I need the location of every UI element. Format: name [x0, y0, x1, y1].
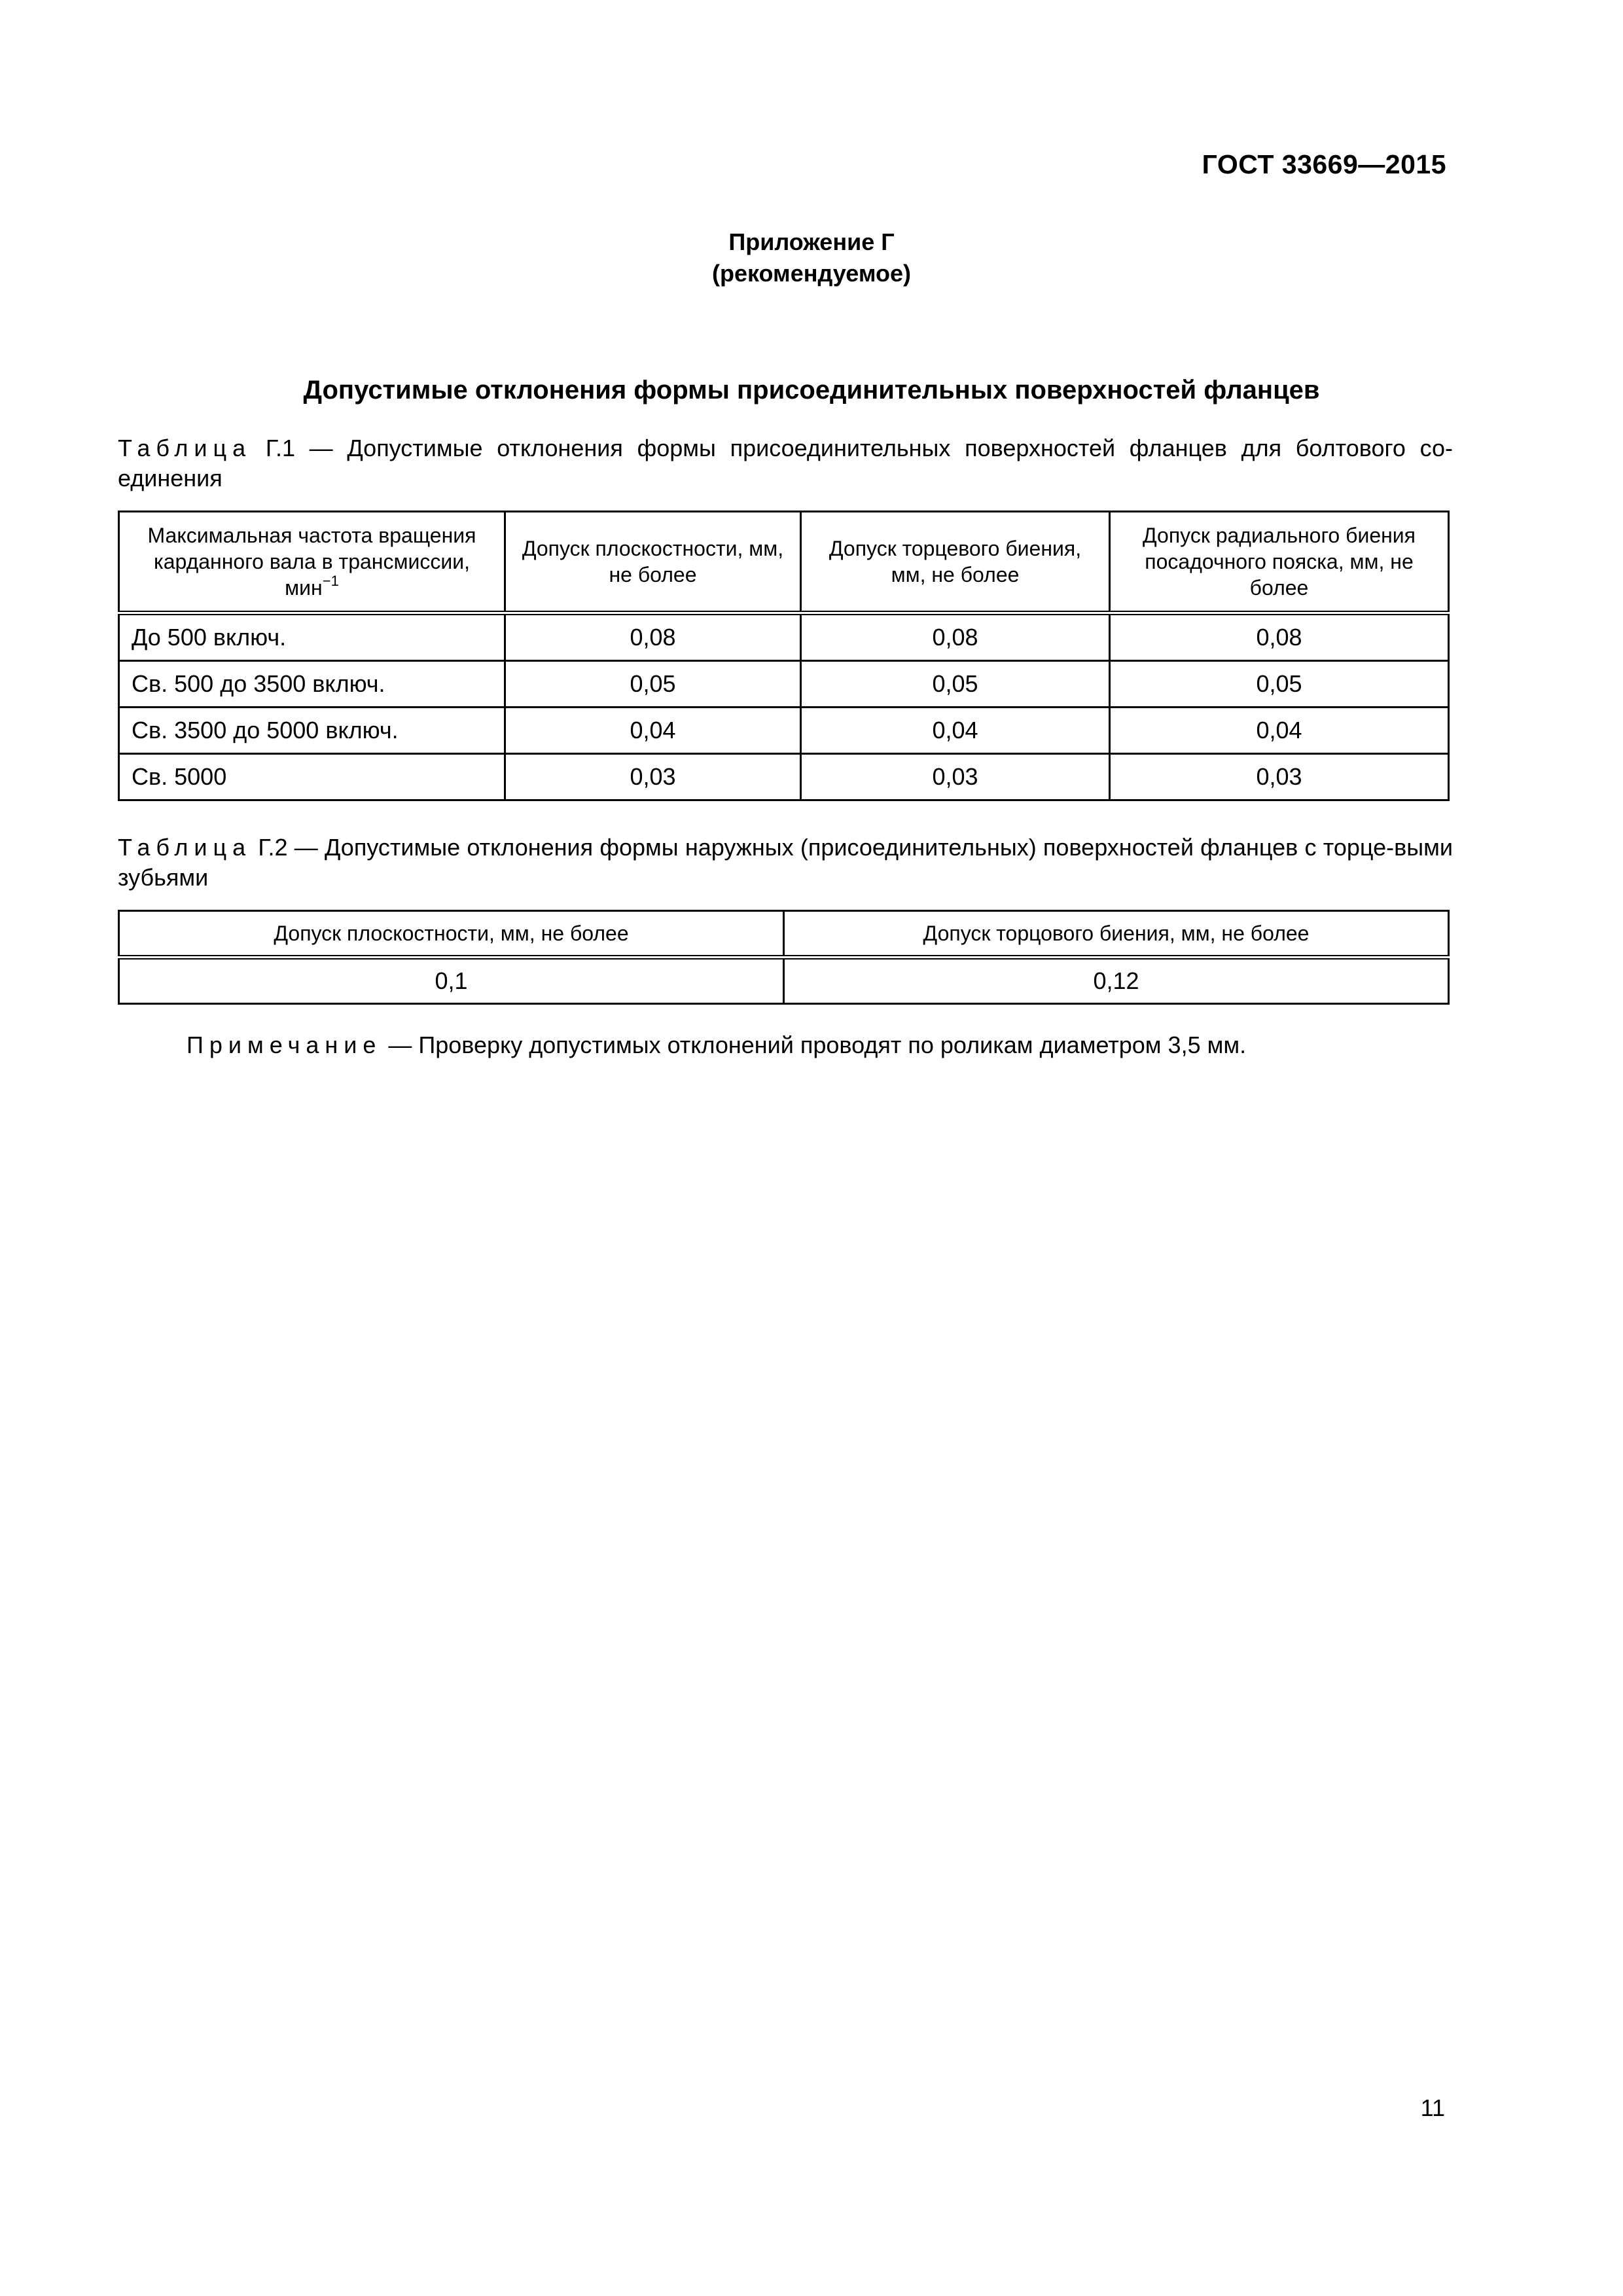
table-cell: 0,08 [1110, 613, 1449, 661]
appendix-heading [0, 226, 1623, 289]
table2-header-row [119, 911, 1449, 958]
table-cell: 0,04 [505, 708, 801, 754]
note [187, 1031, 1246, 1059]
table-cell: До 500 включ. [119, 613, 505, 661]
table-row [119, 613, 1449, 661]
table2-label: Таблица [118, 834, 252, 861]
table-cell: 0,1 [119, 958, 784, 1004]
table-row [119, 708, 1449, 754]
table-cell: 0,04 [1110, 708, 1449, 754]
table1-label: Таблица [118, 435, 252, 461]
table-cell: 0,03 [801, 754, 1110, 800]
table1-caption [118, 433, 1453, 493]
table-cell: 0,04 [801, 708, 1110, 754]
table-cell: 0,08 [801, 613, 1110, 661]
table-cell: 0,05 [505, 661, 801, 708]
appendix-subtitle: (рекомендуемое) [712, 260, 911, 287]
table-cell: 0,03 [505, 754, 801, 800]
table2 [118, 910, 1450, 1005]
appendix-title: Приложение Г [728, 228, 895, 255]
table2-caption [118, 833, 1453, 893]
page-number: 11 [1420, 2094, 1445, 2121]
note-label: Примечание [187, 1031, 382, 1058]
table1 [118, 511, 1450, 801]
table2-header-face-runout: Допуск торцового биения, мм, не более [784, 911, 1449, 958]
table1-header-face-runout: Допуск торцевого биения, мм, не более [801, 512, 1110, 613]
table-row [119, 754, 1449, 800]
table1-header-radial-runout: Допуск радиального биения посадочного пояска, мм, не более [1110, 512, 1449, 613]
table-row [119, 958, 1449, 1004]
table-cell: 0,05 [1110, 661, 1449, 708]
document-code: ГОСТ 33669—2015 [1202, 149, 1446, 179]
table-cell: Св. 5000 [119, 754, 505, 800]
table-row [119, 661, 1449, 708]
note-text: — Проверку допустимых отклонений проводят по роликам диаметром 3,5 мм. [388, 1031, 1247, 1058]
table2-caption-text: Г.2 — Допустимые отклонения формы наружных (присоединительных) поверхностей фланцев с торце-выми зубьями [118, 834, 1453, 891]
superscript-minus-one: −1 [322, 573, 339, 589]
table-cell: Св. 3500 до 5000 включ. [119, 708, 505, 754]
table-cell: 0,03 [1110, 754, 1449, 800]
table2-header-flatness: Допуск плоскостности, мм, не более [119, 911, 784, 958]
table1-header-rotation-frequency: Максимальная частота вращения карданного вала в трансмиссии, мин$^{-1}$ [119, 512, 505, 613]
section-title: Допустимые отклонения формы присоединительных поверхностей фланцев [303, 376, 1320, 404]
table1-caption-text: Г.1 — Допустимые отклонения формы присоединительных поверхностей фланцев для болтового со-единения [118, 435, 1453, 492]
table1-header-row [119, 512, 1449, 613]
table-cell: 0,08 [505, 613, 801, 661]
table1-header-flatness: Допуск плоскостности, мм, не более [505, 512, 801, 613]
table-cell: 0,05 [801, 661, 1110, 708]
table-cell: Св. 500 до 3500 включ. [119, 661, 505, 708]
table-cell: 0,12 [784, 958, 1449, 1004]
